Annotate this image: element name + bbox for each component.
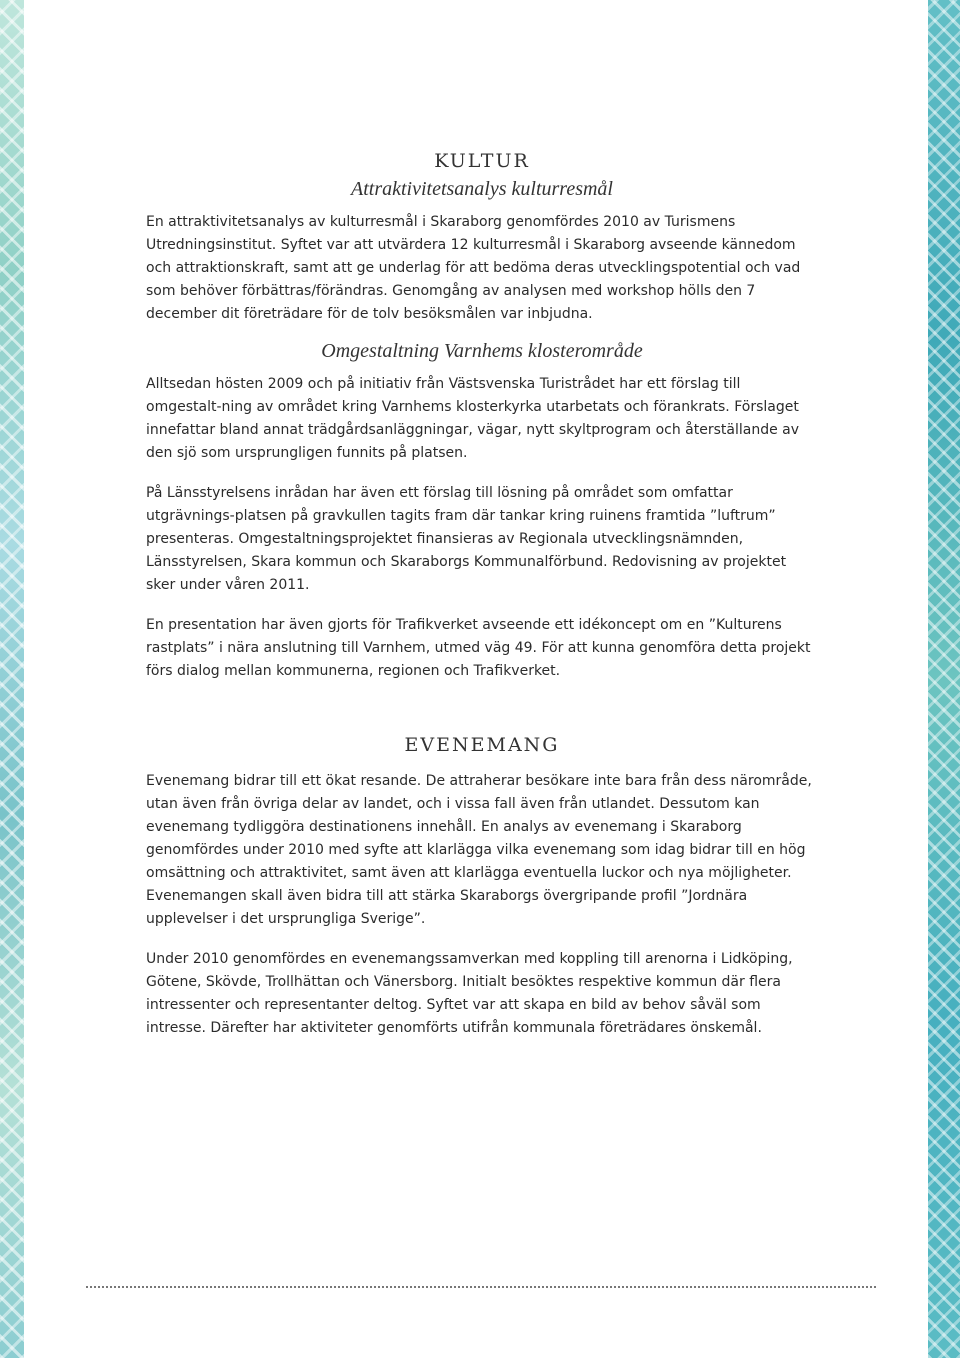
paragraph-omgestaltning-2: På Länsstyrelsens inrådan har även ett förslag till lösning på området som omfattar utgrävnings-platsen på gravkullen tagits fram där tankar kring ruinens framtida ”luftrum” presenteras. Omgestaltningsprojektet finansieras av Regionala utvecklingsnämnden, Länsstyrelsen, Skara kommun och Skaraborgs Kommunalförbund. Redovisning av projektet sker under våren 2011. xyxy=(146,485,787,593)
paragraph-evenemang-2: Under 2010 genomfördes en evenemangssamverkan med koppling till arenorna i Lidköping, Götene, Skövde, Trollhättan och Vänersborg. Initialt besöktes respektive kommun där flera intressenter och representanter deltog. Syftet var att skapa en bild av behov såväl som intresse. Därefter har aktiviteter genomförts utifrån kommunala företrädares önskemål. xyxy=(146,951,793,1036)
section-heading-kultur: KULTUR xyxy=(434,150,530,172)
section-spacer xyxy=(146,700,818,734)
paragraph-omgestaltning-1: Alltsedan hösten 2009 och på initiativ från Västsvenska Turistrådet har ett förslag till omgestalt-ning av området kring Varnhems klosterkyrka utarbetats och förankrats. Förslaget innefattar bland annat trädgårdsanläggningar, vägar, nytt skyltprogram och återställande av den sjö som ursprungligen funnits på platsen. xyxy=(146,376,800,461)
decorative-border-left xyxy=(0,0,24,1358)
paragraph-attraktivitetsanalys: En attraktivitetsanalys av kulturresmål i Skaraborg genomfördes 2010 av Turismens Utredningsinstitut. Syftet var att utvärdera 12 kulturresmål i Skaraborg avseende kännedom och attraktionskraft, samt att ge underlag för att bedöma deras utvecklingspotential och vad som behöver förbättras/förändras. Genomgång av analysen med workshop hölls den 7 december dit företrädare för de tolv besöksmålen var inbjudna. xyxy=(146,214,801,322)
section-heading-evenemang: EVENEMANG xyxy=(404,734,560,756)
page-content xyxy=(146,150,818,1057)
paragraph-evenemang-1: Evenemang bidrar till ett ökat resande. De attraherar besökare inte bara från dess närområde, utan även från övriga delar av landet, och i vissa fall även från utlandet. Dessutom kan evenemang tydliggöra destinationens innehåll. En analys av evenemang i Skaraborg genomfördes under 2010 med syfte att klarlägga vilka evenemang som idag bidrar till en hög omsättning och attraktivitet, samt även att klarlägga eventuella luckor och nya möjligheter. Evenemangen skall även bidra till att stärka Skaraborgs övergripande profil ”Jordnära upplevelser i det ursprungliga Sverige”. xyxy=(146,773,812,927)
subheading-attraktivitetsanalys: Attraktivitetsanalys kulturresmål xyxy=(350,178,613,200)
subheading-omgestaltning: Omgestaltning Varnhems klosterområde xyxy=(321,340,643,362)
footer-dotted-rule xyxy=(86,1286,876,1288)
paragraph-omgestaltning-3: En presentation har även gjorts för Trafikverket avseende ett idékoncept om en ”Kulturens rastplats” i nära anslutning till Varnhem, utmed väg 49. För att kunna genomföra detta projekt förs dialog mellan kommunerna, regionen och Trafikverket. xyxy=(146,617,811,679)
decorative-border-right xyxy=(928,0,960,1358)
